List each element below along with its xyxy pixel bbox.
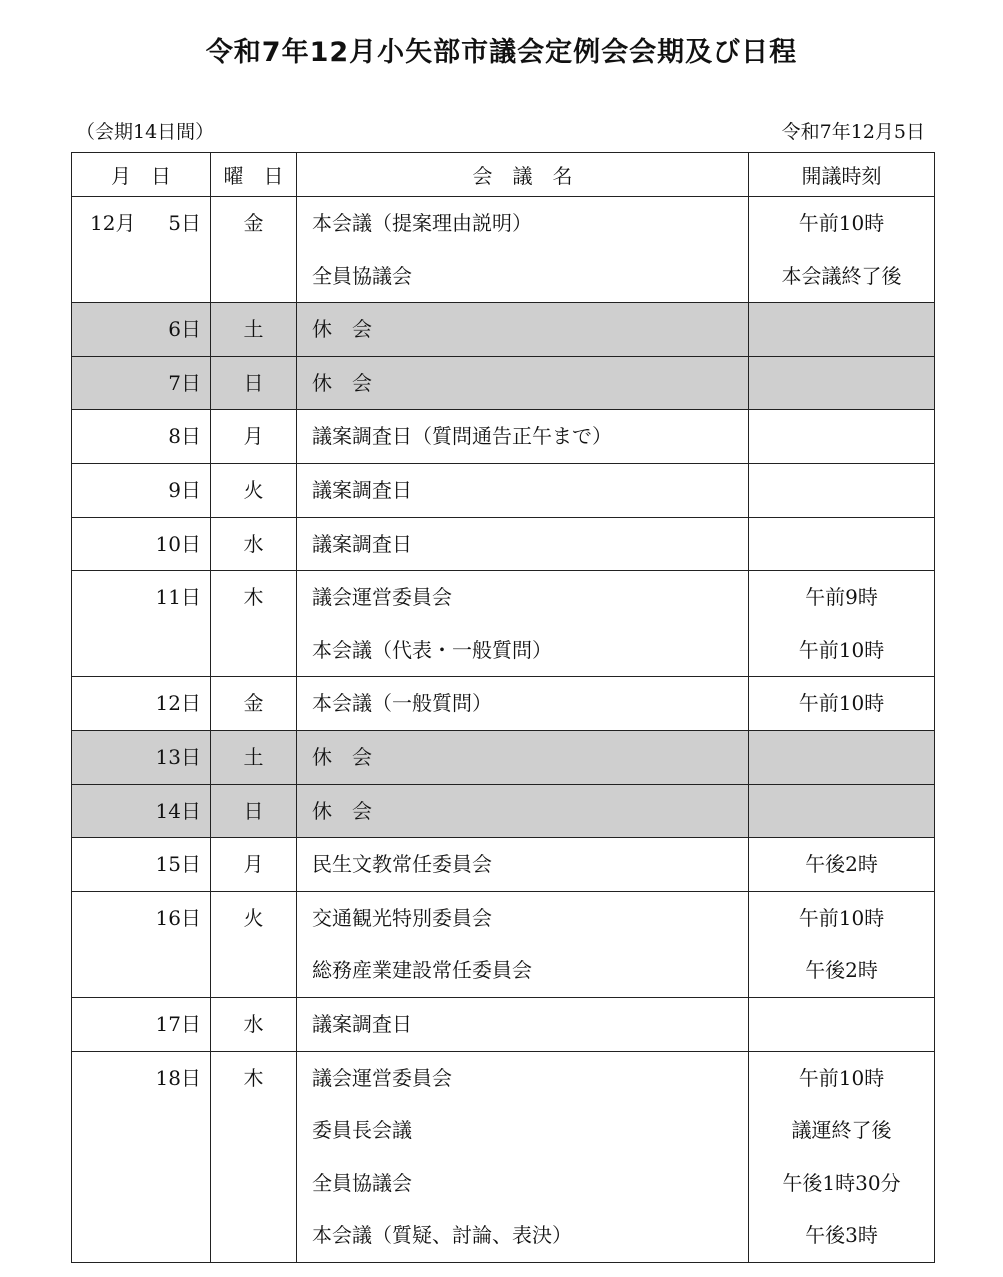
start-time: 午後1時30分 — [782, 1170, 901, 1195]
meeting-name: 議案調査日（質問通告正午まで） — [312, 424, 612, 449]
table-row — [72, 891, 935, 997]
date-cell — [72, 463, 211, 517]
issue-date: 令和7年12月5日 — [781, 121, 925, 143]
meeting-name: 本会議（一般質問） — [312, 691, 492, 716]
time-cell — [749, 410, 935, 464]
start-time — [749, 518, 934, 571]
weekday-cell — [211, 571, 297, 677]
meeting-name: 議案調査日 — [312, 1011, 412, 1036]
meeting-cell — [297, 677, 749, 731]
date-cell — [72, 517, 211, 571]
weekday-cell — [211, 838, 297, 892]
date-cell — [72, 356, 211, 410]
start-time — [749, 731, 934, 784]
start-time — [749, 303, 934, 356]
session-length: （会期14日間） — [76, 121, 215, 143]
day-label: 8日 — [168, 424, 201, 449]
meeting-cell — [297, 410, 749, 464]
header-time: 開議時刻 — [749, 153, 935, 197]
schedule-body — [72, 197, 935, 1263]
meeting-cell — [297, 891, 749, 997]
meeting-name: 本会議（提案理由説明） — [312, 211, 532, 235]
weekday-cell — [211, 677, 297, 731]
date-cell — [72, 677, 211, 731]
meeting-name: 総務産業建設常任委員会 — [312, 958, 532, 983]
date-cell — [72, 784, 211, 838]
weekday-cell — [211, 997, 297, 1051]
time-cell — [749, 677, 935, 731]
document-title: 令和7年12月小矢部市議会定例会会期及び日程 — [205, 37, 798, 68]
day-label: 9日 — [168, 477, 201, 502]
header-date: 月 日 — [72, 153, 211, 197]
weekday-label: 木 — [243, 1065, 264, 1090]
header-meeting: 会 議 名 — [297, 153, 749, 197]
weekday-label: 金 — [243, 691, 264, 716]
table-row — [72, 677, 935, 731]
meeting-cell — [297, 571, 749, 677]
day-label: 13日 — [155, 744, 201, 769]
date-cell — [72, 997, 211, 1051]
date-cell — [72, 197, 211, 303]
meeting-cell — [297, 463, 749, 517]
time-cell — [749, 463, 935, 517]
start-time: 午前10時 — [798, 211, 885, 235]
start-time: 午後2時 — [805, 958, 878, 983]
weekday-label: 日 — [243, 370, 264, 395]
table-row — [72, 1051, 935, 1262]
table-row — [72, 838, 935, 892]
meeting-name: 休 会 — [312, 798, 372, 823]
day-label: 14日 — [155, 798, 201, 823]
meeting-name: 民生文教常任委員会 — [312, 852, 492, 877]
weekday-cell — [211, 356, 297, 410]
meeting-name: 休 会 — [312, 370, 372, 395]
meeting-name: 議案調査日 — [312, 477, 412, 502]
meeting-cell — [297, 784, 749, 838]
weekday-cell — [211, 730, 297, 784]
meeting-name: 休 会 — [312, 317, 372, 342]
day-label: 16日 — [155, 905, 201, 930]
start-time — [749, 410, 934, 463]
day-label: 17日 — [155, 1011, 201, 1036]
meeting-cell — [297, 1051, 749, 1262]
date-cell — [72, 838, 211, 892]
time-cell — [749, 730, 935, 784]
start-time: 午前10時 — [798, 637, 885, 662]
meeting-cell — [297, 997, 749, 1051]
time-cell — [749, 1051, 935, 1262]
day-label: 5日 — [168, 211, 201, 235]
time-cell — [749, 838, 935, 892]
weekday-label: 日 — [243, 798, 264, 823]
table-row — [72, 571, 935, 677]
start-time — [749, 464, 934, 517]
meeting-cell — [297, 197, 749, 303]
start-time: 午前10時 — [798, 1065, 885, 1090]
weekday-cell — [211, 891, 297, 997]
meeting-name: 議会運営委員会 — [312, 1065, 452, 1090]
day-label: 6日 — [168, 317, 201, 342]
meeting-name: 休 会 — [312, 744, 372, 769]
weekday-cell — [211, 463, 297, 517]
weekday-cell — [211, 303, 297, 357]
weekday-cell — [211, 517, 297, 571]
weekday-label: 水 — [243, 1011, 264, 1036]
start-time: 午前10時 — [798, 905, 885, 930]
weekday-label: 土 — [243, 317, 264, 342]
time-cell — [749, 571, 935, 677]
table-row — [72, 517, 935, 571]
table-row-recess — [72, 784, 935, 838]
meeting-cell — [297, 730, 749, 784]
table-row — [72, 197, 935, 303]
table-row-recess — [72, 356, 935, 410]
start-time — [749, 357, 934, 410]
meeting-cell — [297, 517, 749, 571]
date-cell — [72, 730, 211, 784]
meeting-name: 委員長会議 — [312, 1118, 412, 1143]
month-label: 12月 — [90, 211, 136, 235]
weekday-cell — [211, 1051, 297, 1262]
date-cell — [72, 303, 211, 357]
time-cell — [749, 197, 935, 303]
meeting-cell — [297, 356, 749, 410]
weekday-label: 土 — [243, 744, 264, 769]
time-cell — [749, 997, 935, 1051]
time-cell — [749, 356, 935, 410]
table-row — [72, 410, 935, 464]
start-time — [749, 785, 934, 838]
meeting-name: 議会運営委員会 — [312, 585, 452, 610]
meeting-name: 議案調査日 — [312, 531, 412, 556]
day-label: 11日 — [155, 585, 201, 610]
weekday-label: 月 — [243, 852, 264, 877]
weekday-label: 木 — [243, 585, 264, 610]
date-cell — [72, 410, 211, 464]
weekday-cell — [211, 410, 297, 464]
meeting-name: 全員協議会 — [312, 263, 412, 288]
meeting-cell — [297, 838, 749, 892]
time-cell — [749, 891, 935, 997]
start-time: 議運終了後 — [791, 1118, 892, 1143]
time-cell — [749, 303, 935, 357]
weekday-label: 月 — [243, 424, 264, 449]
start-time: 本会議終了後 — [781, 263, 902, 288]
table-header-row — [72, 153, 935, 197]
start-time: 午後3時 — [805, 1223, 878, 1248]
meeting-name: 全員協議会 — [312, 1170, 412, 1195]
time-cell — [749, 784, 935, 838]
start-time: 午後2時 — [805, 852, 878, 877]
weekday-cell — [211, 197, 297, 303]
day-label: 12日 — [155, 691, 201, 716]
meeting-name: 本会議（質疑、討論、表決） — [312, 1223, 572, 1248]
day-label: 10日 — [155, 531, 201, 556]
meeting-name: 交通観光特別委員会 — [312, 905, 492, 930]
weekday-label: 火 — [243, 905, 264, 930]
table-row-recess — [72, 730, 935, 784]
weekday-label: 水 — [243, 531, 264, 556]
time-cell — [749, 517, 935, 571]
table-row-recess — [72, 303, 935, 357]
start-time — [749, 998, 934, 1051]
table-row — [72, 997, 935, 1051]
weekday-cell — [211, 784, 297, 838]
header-weekday: 曜 日 — [211, 153, 297, 197]
start-time: 午前10時 — [798, 691, 885, 716]
meeting-cell — [297, 303, 749, 357]
meeting-name: 本会議（代表・一般質問） — [312, 637, 552, 662]
date-cell — [72, 1051, 211, 1262]
day-label: 15日 — [155, 852, 201, 877]
date-cell — [72, 571, 211, 677]
date-cell — [72, 891, 211, 997]
weekday-label: 金 — [243, 211, 264, 235]
day-label: 7日 — [168, 370, 201, 395]
start-time: 午前9時 — [805, 585, 878, 610]
weekday-label: 火 — [243, 477, 264, 502]
table-row — [72, 463, 935, 517]
schedule-table — [71, 152, 935, 1263]
day-label: 18日 — [155, 1065, 201, 1090]
